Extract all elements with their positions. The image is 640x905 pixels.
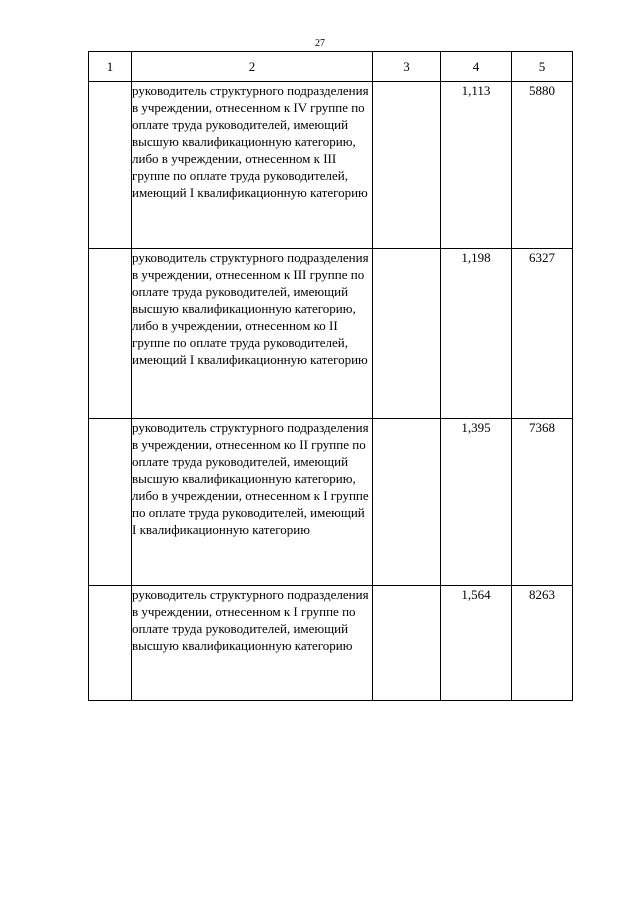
table-header-row [89,52,573,82]
value-cell: 7368 [512,419,573,586]
table-row [89,419,573,586]
page-number: 27 [315,38,325,49]
position-description: руководитель структурного подразделения в учреждении, отнесенном к IV группе по оплате труда руководителей, имеющий высшую квалификационную категорию, либо в учреждении, отнесенном к III группе по оплате труда руководителей, имеющий I квалификационную категорию [132,82,373,249]
coefficient-cell: 1,395 [441,419,512,586]
column-header-4: 4 [441,52,512,82]
column-header-2: 2 [132,52,373,82]
row-number-cell [89,586,132,701]
coefficient-cell: 1,198 [441,249,512,419]
empty-cell [373,82,441,249]
row-number-cell [89,419,132,586]
value-cell: 6327 [512,249,573,419]
value-cell: 5880 [512,82,573,249]
position-description: руководитель структурного подразделения в учреждении, отнесенном к III группе по оплате труда руководителей, имеющий высшую квалификационную категорию, либо в учреждении, отнесенном ко II группе по оплате труда руководителей, имеющий I квалификационную категорию [132,249,373,419]
empty-cell [373,419,441,586]
column-header-3: 3 [373,52,441,82]
empty-cell [373,249,441,419]
row-number-cell [89,249,132,419]
table-row [89,82,573,249]
column-header-5: 5 [512,52,573,82]
position-description: руководитель структурного подразделения в учреждении, отнесенном ко II группе по оплате труда руководителей, имеющий высшую квалификационную категорию, либо в учреждении, отнесенном к I группе по оплате труда руководителей, имеющий I квалификационную категорию [132,419,373,586]
position-description: руководитель структурного подразделения в учреждении, отнесенном к I группе по оплате труда руководителей, имеющий высшую квалификационную категорию [132,586,373,701]
coefficient-cell: 1,113 [441,82,512,249]
empty-cell [373,586,441,701]
column-header-1: 1 [89,52,132,82]
table-row [89,249,573,419]
salary-table [88,51,573,701]
coefficient-cell: 1,564 [441,586,512,701]
table-row [89,586,573,701]
row-number-cell [89,82,132,249]
value-cell: 8263 [512,586,573,701]
